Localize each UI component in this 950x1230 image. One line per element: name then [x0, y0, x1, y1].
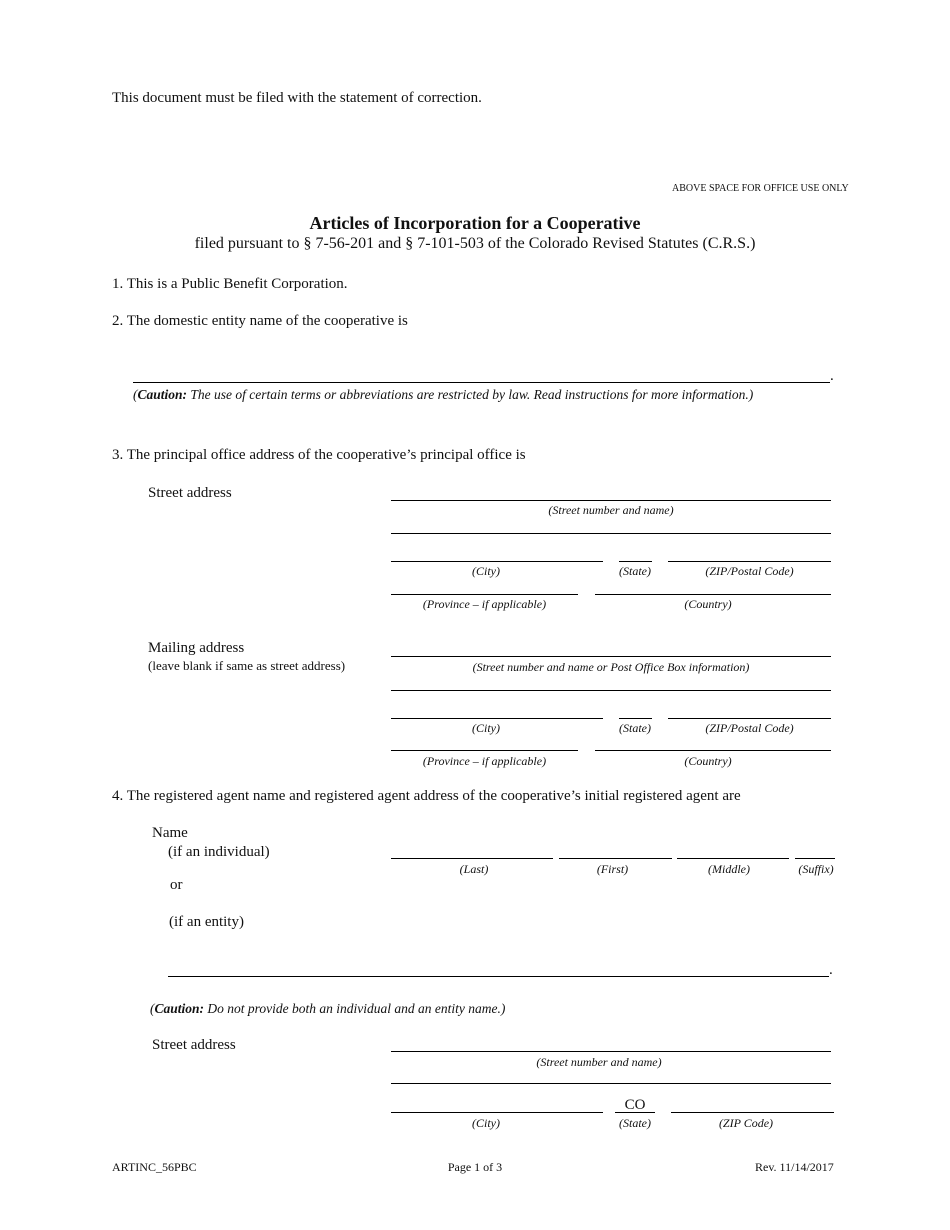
principal-zip-caption: (ZIP/Postal Code)	[705, 564, 794, 578]
principal-province-caption: (Province – if applicable)	[422, 597, 547, 611]
principal-street-label: Street address	[148, 485, 232, 501]
agent-entity-period: .	[829, 962, 833, 978]
caution-text: Do not provide both an individual and an entity name.)	[204, 1001, 506, 1016]
caution-label: Caution:	[154, 1001, 205, 1016]
agent-street-caption: (Street number and name)	[536, 1055, 662, 1069]
principal-country-caption: (Country)	[684, 597, 732, 611]
entity-name-field[interactable]	[133, 382, 830, 383]
agent-individual-label: (if an individual)	[168, 844, 270, 860]
agent-first-caption: (First)	[596, 862, 629, 876]
entity-name-period: .	[830, 368, 834, 384]
mailing-country-caption: (Country)	[684, 754, 732, 768]
principal-country-field[interactable]	[595, 594, 831, 595]
mailing-state-caption: (State)	[619, 721, 651, 735]
mailing-country-field[interactable]	[595, 750, 831, 751]
mailing-street-caption: (Street number and name or Post Office Box information)	[472, 660, 750, 674]
mailing-street-field-2[interactable]	[391, 690, 831, 691]
agent-entity-label: (if an entity)	[169, 914, 244, 930]
mailing-state-field[interactable]	[619, 718, 652, 719]
section-4-text: 4. The registered agent name and registered agent address of the cooperative’s initial registered agent are	[112, 788, 741, 804]
mailing-city-field[interactable]	[391, 718, 603, 719]
mailing-zip-field[interactable]	[668, 718, 831, 719]
agent-suffix-caption: (Suffix)	[798, 862, 834, 876]
agent-suffix-field[interactable]	[795, 858, 835, 859]
agent-last-caption: (Last)	[459, 862, 489, 876]
filing-note: This document must be filed with the statement of correction.	[112, 90, 482, 106]
revision-date: Rev. 11/14/2017	[755, 1160, 834, 1174]
principal-city-field[interactable]	[391, 561, 603, 562]
agent-middle-field[interactable]	[677, 858, 789, 859]
form-id: ARTINC_56PBC	[112, 1160, 197, 1174]
section-1-text: 1. This is a Public Benefit Corporation.	[112, 276, 348, 292]
agent-zip-field[interactable]	[671, 1112, 834, 1113]
principal-city-caption: (City)	[472, 564, 500, 578]
section-3-text: 3. The principal office address of the cooperative’s principal office is	[112, 447, 526, 463]
section-2-caution: (Caution: The use of certain terms or abbreviations are restricted by law. Read instructions for more information.)	[133, 387, 754, 402]
agent-first-field[interactable]	[559, 858, 672, 859]
section-2-text: 2. The domestic entity name of the cooperative is	[112, 313, 408, 329]
agent-zip-caption: (ZIP Code)	[718, 1116, 774, 1130]
caution-text: The use of certain terms or abbreviations are restricted by law. Read instructions for more information.)	[190, 387, 754, 402]
agent-street-field-2[interactable]	[391, 1083, 831, 1084]
principal-state-field[interactable]	[619, 561, 652, 562]
caution-label: Caution:	[137, 387, 188, 402]
section-4-caution: (Caution: Do not provide both an individual and an entity name.)	[150, 1001, 506, 1016]
agent-name-label: Name	[152, 825, 188, 841]
agent-city-field[interactable]	[391, 1112, 603, 1113]
agent-city-caption: (City)	[472, 1116, 500, 1130]
principal-street-field[interactable]	[391, 500, 831, 501]
document-subtitle: filed pursuant to § 7-56-201 and § 7-101-503 of the Colorado Revised Statutes (C.R.S.)	[194, 235, 756, 252]
agent-or-label: or	[170, 877, 183, 893]
agent-state-value: CO	[624, 1097, 646, 1113]
agent-last-field[interactable]	[391, 858, 553, 859]
mailing-zip-caption: (ZIP/Postal Code)	[705, 721, 794, 735]
agent-state-caption: (State)	[619, 1116, 651, 1130]
principal-street-field-2[interactable]	[391, 533, 831, 534]
mailing-province-caption: (Province – if applicable)	[422, 754, 547, 768]
mailing-address-label: Mailing address	[148, 640, 245, 656]
principal-zip-field[interactable]	[668, 561, 831, 562]
page-number: Page 1 of 3	[447, 1160, 503, 1174]
principal-street-caption: (Street number and name)	[548, 503, 674, 517]
office-use-label: ABOVE SPACE FOR OFFICE USE ONLY	[672, 183, 849, 194]
agent-entity-field[interactable]	[168, 976, 829, 977]
mailing-province-field[interactable]	[391, 750, 578, 751]
document-title: Articles of Incorporation for a Cooperative	[309, 213, 641, 233]
agent-middle-caption: (Middle)	[708, 862, 750, 876]
principal-province-field[interactable]	[391, 594, 578, 595]
principal-state-caption: (State)	[619, 564, 651, 578]
mailing-street-field[interactable]	[391, 656, 831, 657]
agent-street-field[interactable]	[391, 1051, 831, 1052]
mailing-city-caption: (City)	[472, 721, 500, 735]
agent-street-label: Street address	[152, 1037, 236, 1053]
mailing-address-sublabel: (leave blank if same as street address)	[148, 658, 346, 673]
